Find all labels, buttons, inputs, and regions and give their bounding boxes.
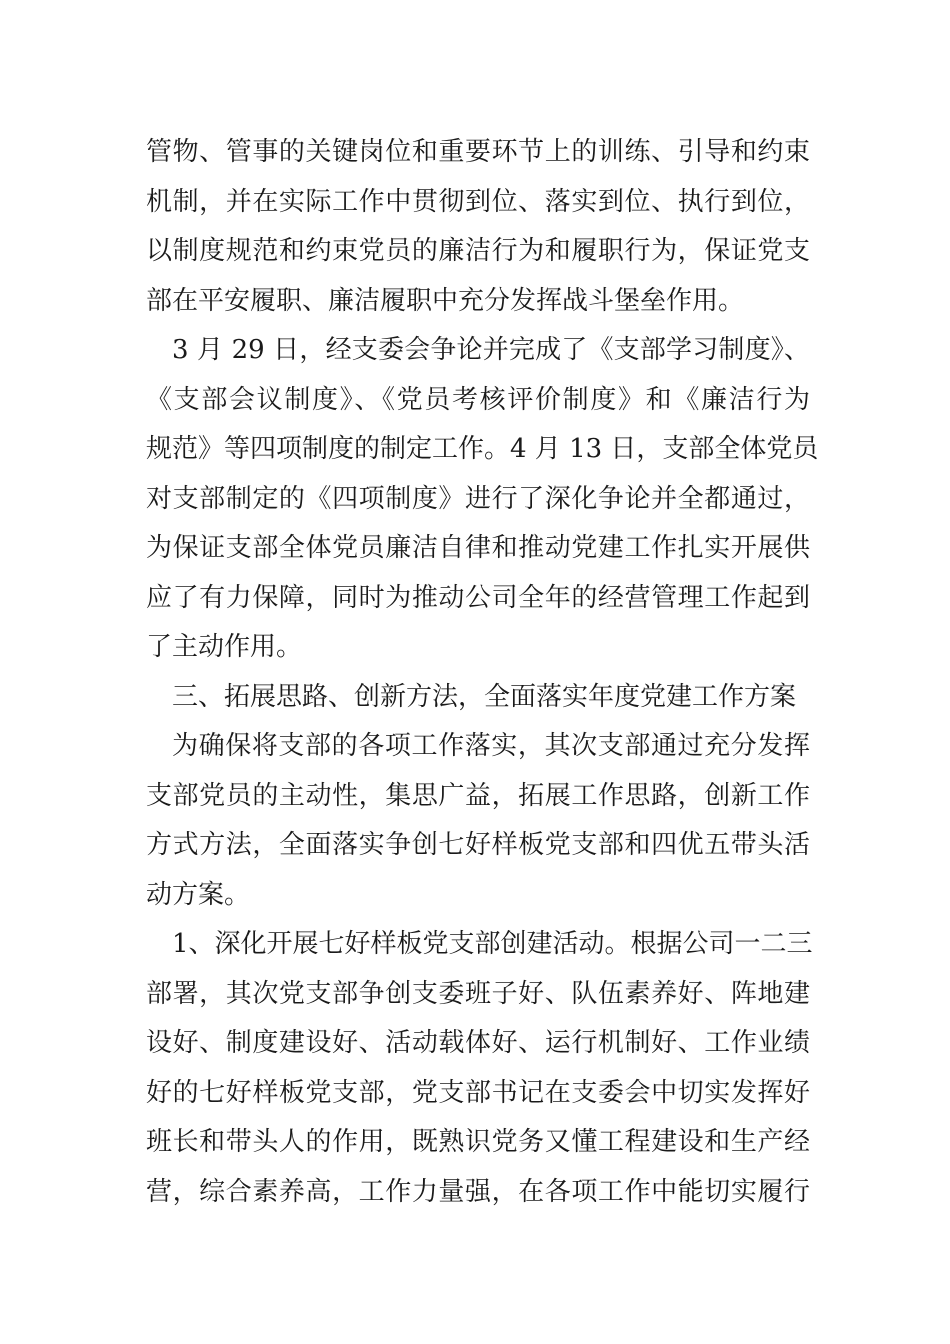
text-line: 对支部制定的《四项制度》进行了深化争论并全都通过， xyxy=(146,483,810,514)
text-line: 3 月 29 日，经支委会争论并完成了《支部学习制度》、 xyxy=(172,335,810,365)
text-line: 为确保将支部的各项工作落实，其次支部通过充分发挥 xyxy=(172,731,810,761)
text-line: 《支部会议制度》、《党员考核评价制度》和《廉洁行为 xyxy=(146,384,810,415)
text-line: 1、深化开展七好样板党支部创建活动。根据公司一二三 xyxy=(172,929,813,959)
text-line: 三、拓展思路、创新方法，全面落实年度党建工作方案 xyxy=(172,681,797,712)
text-line: 好的七好样板党支部，党支部书记在支委会中切实发挥好 xyxy=(146,1077,810,1108)
text-line: 设好、制度建设好、活动载体好、运行机制好、工作业绩 xyxy=(146,1028,810,1058)
text-line: 应了有力保障，同时为推动公司全年的经营管理工作起到 xyxy=(146,582,810,613)
text-line: 动方案。 xyxy=(146,879,251,910)
text-line: 方式方法，全面落实争创七好样板党支部和四优五带头活 xyxy=(146,830,810,860)
text-line: 支部党员的主动性，集思广益，拓展工作思路，创新工作 xyxy=(146,780,810,811)
text-line: 部在平安履职、廉洁履职中充分发挥战斗堡垒作用。 xyxy=(146,285,745,316)
text-line: 以制度规范和约束党员的廉洁行为和履职行为，保证党支 xyxy=(146,236,810,266)
text-line: 班长和带头人的作用，既熟识党务又懂工程建设和生产经 xyxy=(146,1127,810,1157)
text-line: 营，综合素养高，工作力量强，在各项工作中能切实履行 xyxy=(146,1176,810,1207)
text-line: 为保证支部全体党员廉洁自律和推动党建工作扎实开展供 xyxy=(146,533,810,563)
text-line: 管物、管事的关键岗位和重要环节上的训练、引导和约束 xyxy=(146,137,810,167)
text-line: 机制，并在实际工作中贯彻到位、落实到位、执行到位， xyxy=(146,186,810,217)
body-text xyxy=(146,128,819,1217)
text-line: 规范》等四项制度的制定工作。4 月 13 日，支部全体党员 xyxy=(146,434,819,464)
text-line: 了主动作用。 xyxy=(146,632,303,662)
text-line: 部署，其次党支部争创支委班子好、队伍素养好、阵地建 xyxy=(146,978,810,1009)
